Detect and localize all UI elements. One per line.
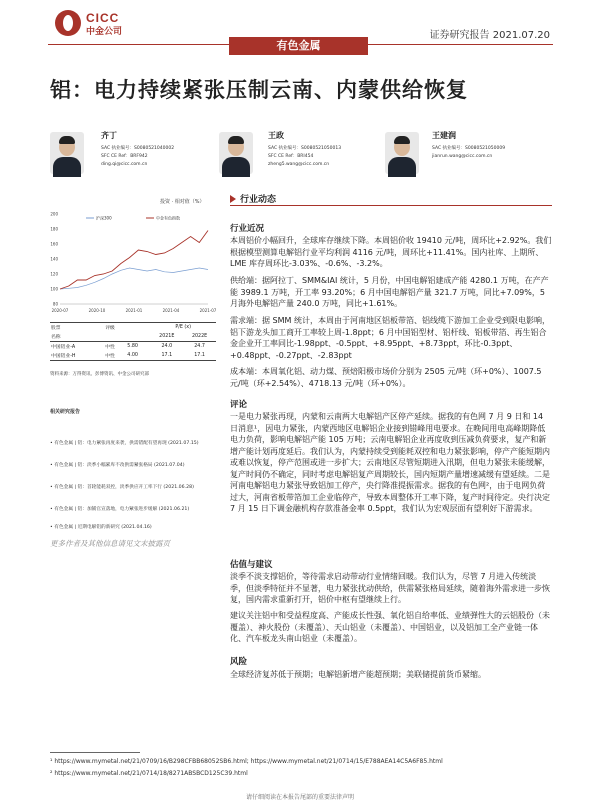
table-header: 2021E (159, 334, 175, 339)
table-row (50, 342, 216, 352)
related-report-link[interactable]: • 有色金属 | 铝：电力紧张再度来袭，供需错配有望再现 (2021.07.15) (50, 441, 199, 446)
table-header: 2022E (191, 334, 208, 339)
paragraph: 本周铝价小幅回升，全球库存继续下降。本周铝价收 19410 元/吨，周环比+2.92%。我们根据模型测算电解铝行业平均利润 4116 元/吨，周环比+11.41%。国内社库、上期所、LME 库存周环比-3.03%、-0.6%、-3.2%。 (230, 236, 552, 268)
analyst-name: 王建润 (432, 131, 456, 140)
subheading: 评论 (230, 400, 248, 410)
analyst-email[interactable]: zheng5.wang@cicc.com.cn (268, 162, 330, 167)
price: 4.00 (127, 353, 138, 358)
subheading: 估值与建议 (230, 560, 273, 570)
analyst-name: 齐丁 (101, 131, 117, 140)
paragraph: 供给端：据阿拉丁、SMM&IAI 统计，5 月份，中国电解铝建成产能 4280.1 万吨，在产产能 3989.1 万吨，开工率 93.20%；6 月中国电解铝产量 321.7 万吨，同比+7.09%，5 月海外电解铝产量 240.0 万吨，同比+1.61%。 (230, 276, 549, 308)
related-report-link[interactable]: • 有色金属 | 铝：首轮能耗双控，淡季供应开工率下行 (2021.06.28) (50, 485, 194, 490)
pe-2022: 24.7 (194, 344, 205, 349)
price: 5.80 (127, 344, 138, 349)
analyst-email[interactable]: ding.qi@cicc.com.cn (101, 162, 148, 167)
sector-tag: 有色金属 (229, 37, 368, 55)
related-report-link[interactable]: • 有色金属 | 铝：淡季小幅累库不改供需紧张格局 (2021.07.04) (50, 463, 185, 468)
chart-caption: 投资 · 相对值（%） (160, 199, 205, 205)
pe-2022: 17.1 (194, 353, 205, 358)
analyst-sac: SAC 执业编号：S0080521050009 (432, 146, 506, 151)
y-tick-label: 200 (50, 211, 58, 217)
section-arrow-icon (230, 195, 236, 203)
stock-name: 中国铝业-A (51, 345, 76, 350)
table-header: P/E (x) (175, 325, 192, 330)
paragraph: 需求端：据 SMM 统计，本周由于河南地区铝板带箔、铝线缆下游加工企业受到限电影响，铝下游龙头加工商开工率较上周-1.8ppt；6 月中国铝型材、铝杆线、铝板带箔、再生铝合金企业开工率同比-1.98ppt、-0.5ppt、+8.95ppt、+8.73ppt，环比-0.3ppt、+0.48ppt、-0.27ppt、-2.83ppt (230, 316, 550, 360)
section-title: 行业动态 (240, 195, 277, 205)
stock-name: 中国铝业-H (51, 354, 76, 359)
analyst-email[interactable]: jianrun.wang@cicc.com.cn (432, 154, 493, 159)
x-tick-label: 2020-07 (51, 308, 69, 313)
paragraph: 成本端：本周氧化铝、动力煤、预焙阳极市场价分别为 2505 元/吨（环+0%）、1007.5 元/吨（环+2.54%）、4718.13 元/吨（环+0%）。 (230, 367, 542, 388)
x-tick-label: 2021-01 (125, 308, 143, 313)
paragraph: 全球经济复苏低于预期；电解铝新增产能超预期；美联储提前货币紧缩。 (230, 670, 486, 679)
pe-2021: 17.1 (161, 353, 173, 358)
analyst-photo-2 (219, 132, 253, 174)
report-title: 铝：电力持续紧张压制云南、内蒙供给恢复 (50, 78, 468, 102)
paragraph: 一是电力紧张再现，内蒙和云南两大电解铝产区停产延续。据我的有色网 7 月 9 日和 14 日消息¹，因电力紧张，内蒙西地区电解铝企业接到错峰用电要求。在晚间用电高峰期降低电力负荷，影响电解铝产能 105 万吨；云南电解铝企业再度收到压减负荷要求，复产和新增产能计划再度延后。我们认为，内蒙持续受到能耗双控和电力紧张影响，停产产能短期内或难以恢复，停产范围或进一步扩大；云南地区尽管短期进入汛期，但电力紧张未能缓解，复产时间仍不确定，同时考虑电解铝复产周期较长，国内短期产量增速减缓有望延续。二是河南电解铝电力紧张导致铝加工停产，央行降准提振需求。据我的有色网²，由于电网负荷过大，河南省板带箔加工企业临停产，导致本周整体开工率下降，复产时间待定。央行决定 7 月 15 日下调金融机构存款准备金率 0.5ppt，我们认为宏观层面有望利好下游需求。 (230, 412, 550, 513)
price-chart (46, 202, 217, 320)
footnote-rule (50, 752, 140, 753)
logo-subtext: 中金公司 (86, 27, 123, 37)
rating: 中性 (105, 354, 115, 359)
logo-text: CICC (86, 11, 120, 25)
analyst-sac: SAC 执业编号：S0080521050013 (268, 146, 342, 151)
legend-label: 沪深300 (96, 215, 112, 221)
y-tick-label: 180 (50, 226, 58, 232)
source-note: 资料来源：万得资讯、彭博资讯、中金公司研究部 (50, 372, 149, 377)
footnote-link[interactable]: ² https://www.mymetal.net/21/0714/18/8271ABSBCD125C39.html (50, 770, 248, 777)
table-header: 评级 (105, 326, 115, 331)
legal-disclaimer: 请仔细阅读在本报告尾部的重要法律声明 (245, 794, 354, 801)
analyst-sfc: SFC CE Ref：BRI454 (268, 154, 314, 159)
x-tick-label: 2021-04 (162, 308, 180, 313)
subheading: 行业近况 (230, 224, 265, 234)
section-rule (230, 205, 552, 206)
legend-label: 中金有色指数 (156, 215, 180, 221)
y-tick-label: 120 (50, 271, 58, 277)
table-row (50, 351, 216, 361)
rating: 中性 (105, 345, 115, 350)
table-header: 股票 (51, 326, 61, 331)
analyst-sfc: SFC CE Ref：BRF942 (101, 154, 148, 159)
more-authors-note: 更多作者及其他信息请见文末披露页 (50, 539, 170, 548)
table-header: 名称 (51, 335, 61, 340)
valuation-table (50, 322, 216, 361)
y-tick-label: 140 (50, 256, 58, 262)
y-tick-label: 100 (50, 286, 58, 292)
analyst-name: 王政 (268, 131, 284, 140)
series-line-cicc-nonferrous (60, 231, 208, 290)
related-title: 相关研究报告 (50, 409, 81, 415)
report-type-date: 证券研究报告 2021.07.20 (429, 30, 550, 41)
paragraph: 建议关注铝中和受益程度高、产能成长性强、氧化铝自给率低、业绩弹性大的云铝股份（未覆盖）、神火股份（未覆盖）、天山铝业（未覆盖）、中国铝业，以及铝加工全产业链一体化、汽车板龙头南山铝业（未覆盖）。 (230, 611, 550, 643)
footnote-link[interactable]: ¹ https://www.mymetal.net/21/0709/16/B298CFBB68052SB6.html; https://www.mymetal.net/21/0714/15/E788AEA14C5A6F85.html (50, 758, 443, 765)
related-report-link[interactable]: • 有色金属 | 近期电解铝的新研究 (2021.04.16) (50, 525, 152, 530)
x-tick-label: 2020-10 (88, 308, 106, 313)
analyst-photo-3 (385, 132, 419, 174)
y-tick-label: 80 (52, 301, 58, 307)
paragraph: 淡季不淡支撑铝价，等待需求启动带动行业情绪回暖。我们认为，尽管 7 月进入传统淡季，但淡季特征并不显著，电力紧张扰动供给，供需紧张格局延续，随着海外需求进一步恢复，国内需求重新打开，铝价中枢有望继续上行。 (230, 572, 550, 604)
cicc-logo-icon (55, 10, 81, 36)
x-tick-label: 2021-07 (199, 308, 217, 313)
related-report-link[interactable]: • 有色金属 | 铝：加铺官宣落地，电力紧张进步缓解 (2021.06.21) (50, 507, 190, 512)
subheading: 风险 (230, 657, 248, 667)
series-line-hs300 (60, 268, 208, 289)
y-tick-label: 160 (50, 241, 58, 247)
analyst-sac: SAC 执业编号：S0080521040002 (101, 146, 175, 151)
pe-2021: 24.0 (161, 344, 173, 349)
analyst-photo-1 (50, 132, 84, 174)
